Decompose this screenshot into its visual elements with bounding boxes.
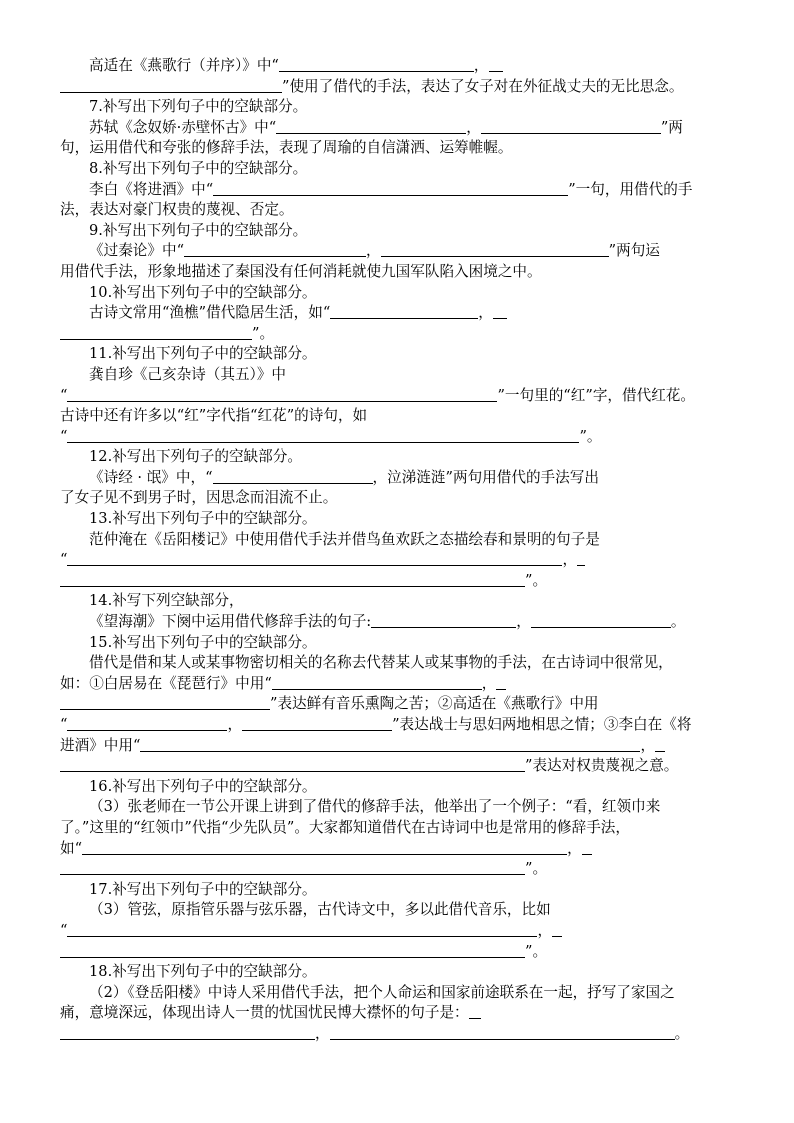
q6-blank-1b[interactable] xyxy=(489,57,503,72)
q13-header: 13.补写出下列句子中的空缺部分。 xyxy=(89,510,317,528)
q17-line-3 xyxy=(60,942,734,963)
q6-line-2 xyxy=(60,77,734,98)
q18-blank-2[interactable] xyxy=(330,1025,675,1040)
q13-text-c: ”。 xyxy=(525,571,548,589)
q7-text-a: 苏轼《念奴娇·赤壁怀古》中“ xyxy=(89,118,277,136)
q15-blank-5[interactable] xyxy=(140,737,640,752)
q18-header: 18.补写出下列句子中的空缺部分。 xyxy=(89,963,317,981)
q9-text-b: ”两句运 xyxy=(608,242,660,260)
q6-comma: ， xyxy=(473,57,489,74)
q14-text-a: 《望海潮》下阕中运用借代修辞手法的句子: xyxy=(89,613,372,631)
q15-line-6 xyxy=(60,756,734,777)
q18-blank-1[interactable] xyxy=(60,1025,315,1040)
q11-blank-2[interactable] xyxy=(67,428,579,443)
q15-line-5 xyxy=(60,736,734,757)
q15-blank-1b[interactable] xyxy=(496,675,506,690)
q16-line-3 xyxy=(60,839,734,860)
q11-blank-1[interactable] xyxy=(67,387,497,402)
q7-line-2: 句，运用借代和夸张的修辞手法，表现了周瑜的自信潇洒、运筹帷幄。 xyxy=(60,139,513,157)
q16-blank-2[interactable] xyxy=(60,860,525,875)
q14-header: 14.补写下列空缺部分， xyxy=(89,592,244,610)
q18-text-c: 。 xyxy=(674,1024,690,1042)
q8-line-1 xyxy=(60,180,734,201)
q6-blank-1[interactable] xyxy=(279,57,474,72)
q16-header: 16.补写出下列句子中的空缺部分。 xyxy=(89,777,317,795)
q9-line-2: 用借代手法，形象地描述了秦国没有任何消耗就使九国军队陷入困境之中。 xyxy=(60,262,542,280)
q13-blank-2[interactable] xyxy=(60,572,525,587)
q16-comma: ， xyxy=(567,839,582,857)
q17-line-1: （3）管弦，原指管乐器与弦乐器，古代诗文中，多以此借代音乐，比如 xyxy=(89,901,551,919)
q7-line-1 xyxy=(60,118,734,139)
q12-line-2: 了女子见不到男子时，因思念而泪流不止。 xyxy=(60,489,338,507)
q13-comma: ， xyxy=(562,551,578,569)
q11-header: 11.补写出下列句子中的空缺部分。 xyxy=(89,345,317,363)
q16-line-1: （3）张老师在一节公开课上讲到了借代的修辞手法，他举出了一个例子：“看，红领巾来 xyxy=(89,798,661,816)
q15-line-1: 借代是借和某人或某事物密切相关的名称去代替某人或某事物的手法，在古诗词中很常见， xyxy=(89,654,673,672)
q7-blank-2[interactable] xyxy=(481,119,661,134)
q12-blank[interactable] xyxy=(213,469,373,484)
q7-comma: ， xyxy=(466,118,481,136)
q15-line-4 xyxy=(60,715,734,736)
q15-comma: ， xyxy=(481,674,497,692)
q16-blank-1b[interactable] xyxy=(582,840,592,855)
q18-text-b: 痛，意境深远，体现出诗人一贯的忧国忧民博大襟怀的句子是： xyxy=(60,1004,469,1022)
q15-comma-3: ， xyxy=(640,736,656,754)
q10-comma: ， xyxy=(478,304,493,322)
q17-blank-2[interactable] xyxy=(60,943,525,958)
q11-line-3: 古诗中还有许多以“红”字代指“红花”的诗句，如 xyxy=(60,407,368,425)
q6-blank-2[interactable] xyxy=(60,78,282,93)
q17-header: 17.补写出下列句子中的空缺部分。 xyxy=(89,880,317,898)
q12-text-b: ，泣涕涟涟”两句用借代的手法写出 xyxy=(372,468,599,486)
q11-line-1: 龚自珍《己亥杂诗（其五）》中 xyxy=(89,365,287,383)
q17-comma: ， xyxy=(537,921,553,939)
q7-text-b: ”两 xyxy=(660,118,683,136)
q17-text-c: ”。 xyxy=(525,942,548,960)
q10-text-a: 古诗文常用“渔樵”借代隐居生活，如“ xyxy=(89,304,331,322)
q13-line-2 xyxy=(60,550,734,571)
q6-line-1 xyxy=(60,56,734,77)
q13-blank-1b[interactable] xyxy=(577,551,585,566)
q11-line-4 xyxy=(60,427,734,448)
q15-line-3 xyxy=(60,694,734,715)
q6-text-b: ”使用了借代的手法，表达了女子对在外征战丈夫的无比思念。 xyxy=(282,77,684,95)
q16-text-d: ”。 xyxy=(525,860,548,878)
q9-blank-1[interactable] xyxy=(184,242,366,257)
q15-blank-2[interactable] xyxy=(60,695,270,710)
q8-line-2: 法，表达对豪门权贵的蔑视、否定。 xyxy=(60,201,294,219)
q11-line-2 xyxy=(60,386,734,407)
q8-header: 8.补写出下列句子中的空缺部分。 xyxy=(89,159,308,177)
q16-line-4 xyxy=(60,859,734,880)
q8-text-b: ”一句，用借代的手 xyxy=(568,180,693,198)
q17-blank-1[interactable] xyxy=(67,922,537,937)
q14-text-b: 。 xyxy=(670,613,686,631)
q15-text-f: 进酒》中用“ xyxy=(60,736,141,754)
q9-blank-2[interactable] xyxy=(381,242,609,257)
q14-comma: ， xyxy=(516,613,531,631)
q12-header: 12.补写出下列句子的空缺部分。 xyxy=(89,448,302,466)
q10-blank-2[interactable] xyxy=(60,325,252,340)
q13-line-3 xyxy=(60,571,734,592)
q16-blank-1[interactable] xyxy=(82,840,567,855)
q15-blank-6[interactable] xyxy=(60,757,525,772)
q10-blank-1[interactable] xyxy=(330,304,478,319)
q11-quote-open-2: “ xyxy=(60,427,68,445)
q11-quote-open: “ xyxy=(60,386,68,404)
q8-text-a: 李白《将进酒》中“ xyxy=(89,180,214,198)
q9-comma: ， xyxy=(366,242,381,260)
q18-line-1: （2）《登岳阳楼》中诗人采用借代手法，把个人命运和国家前途联系在一起，抒写了家国之 xyxy=(89,983,675,1001)
q15-quote-open: “ xyxy=(60,716,68,733)
q15-blank-1[interactable] xyxy=(272,675,482,690)
q8-blank[interactable] xyxy=(213,181,568,196)
q11-text-f: ”。 xyxy=(579,427,602,445)
q9-line-1 xyxy=(60,241,734,262)
q17-line-2 xyxy=(60,921,734,942)
q7-header: 7.补写出下列句子中的空缺部分。 xyxy=(89,98,308,116)
q14-line-1 xyxy=(60,612,734,633)
q10-header: 10.补写出下列句子中的空缺部分。 xyxy=(89,283,317,301)
q13-blank-1[interactable] xyxy=(67,551,562,566)
q13-line-1: 范仲淹在《岳阳楼记》中使用借代手法并借鸟鱼欢跃之态描绘春和景明的句子是 xyxy=(89,530,600,548)
q18-blank-0[interactable] xyxy=(469,1004,481,1019)
q15-text-g: ”表达对权贵蔑视之意。 xyxy=(525,757,679,775)
q15-comma-2: ， xyxy=(227,716,243,733)
q6-text: 高适在《燕歌行（并序）》中“ xyxy=(89,57,279,74)
q15-blank-5b[interactable] xyxy=(655,737,665,752)
q15-text-b: 如：①白居易在《琵琶行》中用“ xyxy=(60,674,272,692)
q7-blank-1[interactable] xyxy=(276,119,466,134)
q14-blank-2[interactable] xyxy=(531,613,671,628)
q14-blank-1[interactable] xyxy=(371,613,516,628)
q12-line-1 xyxy=(60,468,734,489)
q13-quote-open: “ xyxy=(60,551,68,569)
q10-line-1 xyxy=(60,303,734,324)
q15-header: 15.补写出下列句子中的空缺部分。 xyxy=(89,633,317,651)
q15-blank-3[interactable] xyxy=(67,716,227,731)
q11-text-c: ”一句里的“红”字，借代红花。 xyxy=(497,386,695,404)
q16-text-c: 如“ xyxy=(60,839,83,857)
q12-text-a: 《诗经 · 氓》中，“ xyxy=(89,468,213,486)
q16-line-2: 了。”这里的“红领巾”代指“少先队员”。大家都知道借代在古诗词中也是常用的修辞手法， xyxy=(60,818,630,836)
q18-line-3 xyxy=(60,1024,734,1045)
q17-quote-open: “ xyxy=(60,921,68,939)
q9-header: 9.补写出下列句子中的空缺部分。 xyxy=(89,221,308,239)
q18-comma: ， xyxy=(315,1024,330,1042)
q15-text-c: ”表达鲜有音乐熏陶之苦；②高适在《燕歌行》中用 xyxy=(270,695,599,713)
q15-text-e: ”表达战士与思妇两地相思之情；③李白在《将 xyxy=(392,716,692,733)
q10-blank-1b[interactable] xyxy=(493,304,507,319)
q15-line-2 xyxy=(60,674,734,695)
q9-text-a: 《过秦论》中“ xyxy=(89,242,185,260)
worksheet-page xyxy=(60,56,734,1045)
q10-text-b: ”。 xyxy=(252,324,275,342)
q10-line-2 xyxy=(60,324,734,345)
q17-blank-1b[interactable] xyxy=(552,922,562,937)
q18-line-2 xyxy=(60,1003,734,1024)
q15-blank-4[interactable] xyxy=(242,716,392,731)
